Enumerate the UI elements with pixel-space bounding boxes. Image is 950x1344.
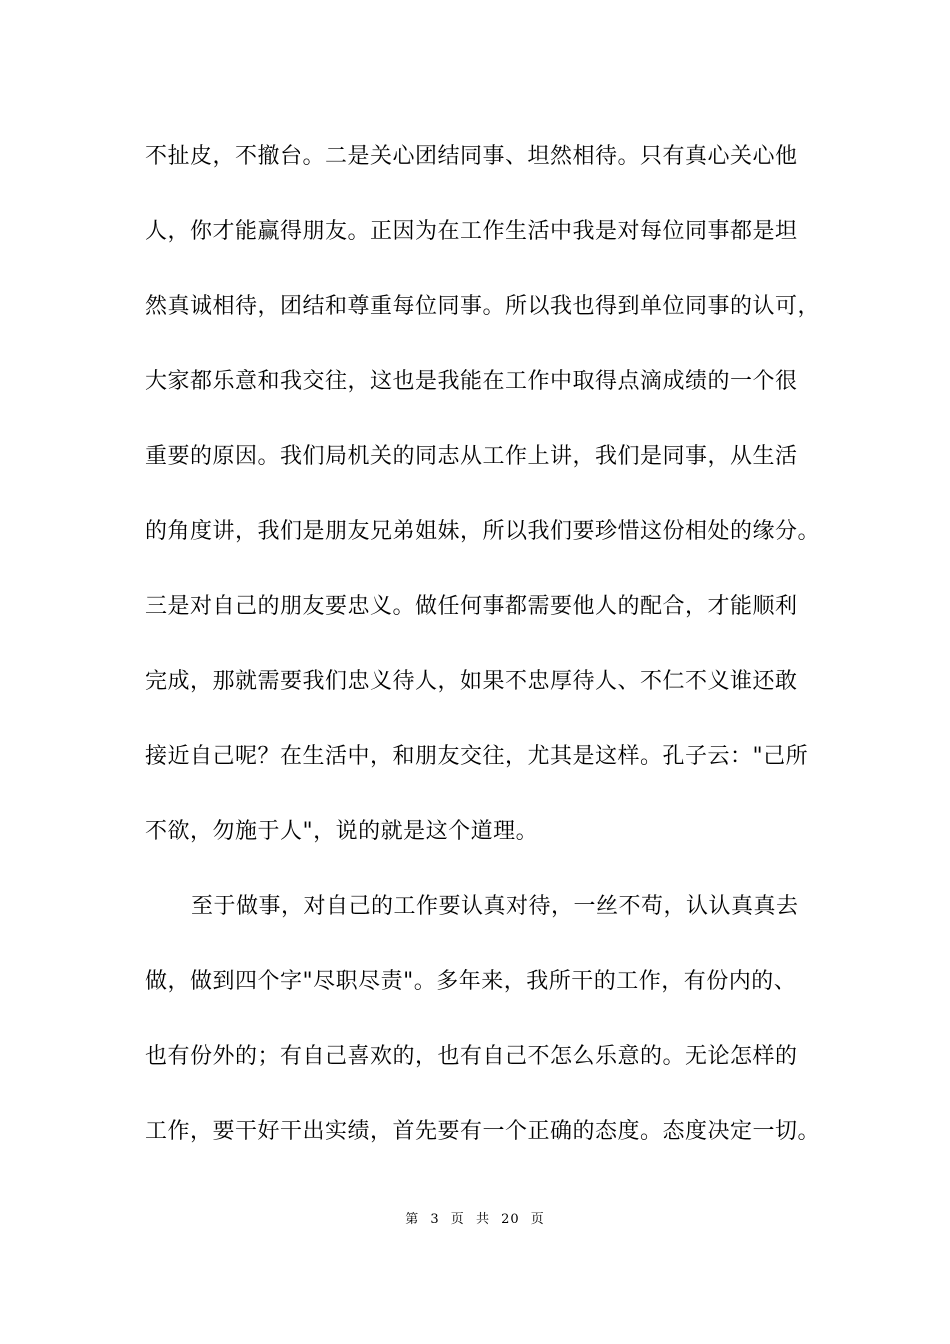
- footer-current-page: 3: [430, 1212, 440, 1227]
- text-line: 人，你才能赢得朋友。正因为在工作生活中我是对每位同事都是坦: [145, 219, 798, 244]
- text-line: 不扯皮，不撤台。二是关心团结同事、坦然相待。只有真心关心他: [145, 144, 798, 169]
- text-line: 也有份外的；有自己喜欢的，也有自己不怎么乐意的。无论怎样的: [145, 1044, 798, 1069]
- footer-total-pages: 20: [501, 1212, 520, 1227]
- text-line: 大家都乐意和我交往，这也是我能在工作中取得点滴成绩的一个很: [145, 369, 798, 394]
- text-line: 工作，要干好干出实绩，首先要有一个正确的态度。态度决定一切。: [145, 1119, 821, 1144]
- text-line: 重要的原因。我们局机关的同志从工作上讲，我们是同事，从生活: [145, 444, 798, 469]
- text-line: 做，做到四个字"尽职尽责"。多年来，我所干的工作，有份内的、: [145, 969, 797, 994]
- footer-suffix: 页: [530, 1212, 545, 1227]
- footer-total-prefix: 共: [475, 1212, 490, 1227]
- footer-page-word: 页: [450, 1212, 465, 1227]
- body-text: [145, 137, 825, 1187]
- text-line: 的角度讲，我们是朋友兄弟姐妹，所以我们要珍惜这份相处的缘分。: [145, 519, 821, 544]
- text-line: 不欲，勿施于人"，说的就是这个道理。: [145, 819, 539, 844]
- footer-prefix: 第: [405, 1212, 420, 1227]
- text-line: 然真诚相待，团结和尊重每位同事。所以我也得到单位同事的认可，: [145, 294, 821, 319]
- paragraph-start-line: 至于做事，对自己的工作要认真对待，一丝不苟，认认真真去: [191, 894, 799, 919]
- page-footer: [0, 1208, 950, 1227]
- text-line: 三是对自己的朋友要忠义。做任何事都需要他人的配合，才能顺利: [145, 594, 798, 619]
- text-line: 完成，那就需要我们忠义待人，如果不忠厚待人、不仁不义谁还敢: [145, 669, 798, 694]
- text-line: 接近自己呢？在生活中，和朋友交往，尤其是这样。孔子云："己所: [145, 744, 809, 769]
